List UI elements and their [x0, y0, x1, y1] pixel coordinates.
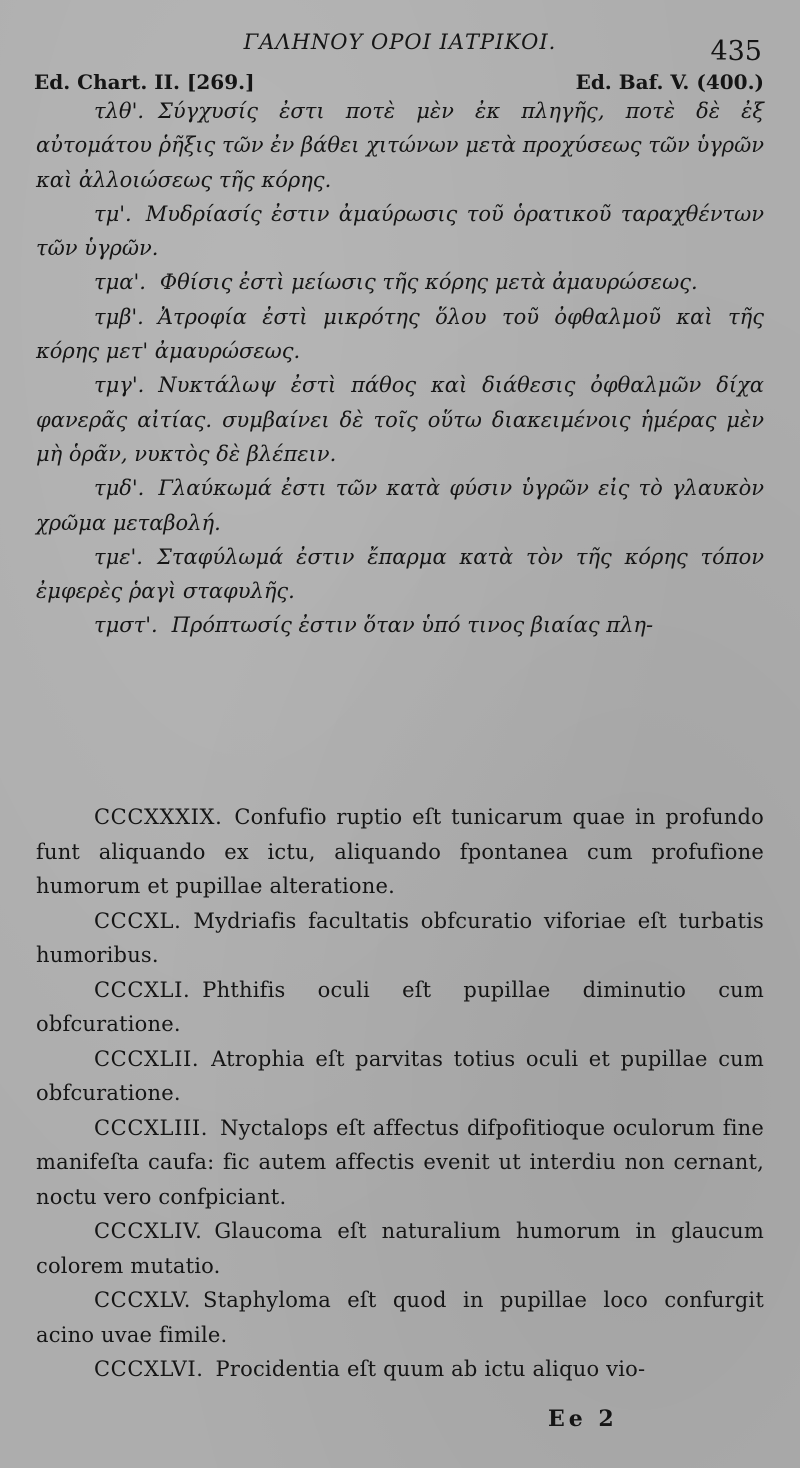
definition-text: Nyctalops eſt affectus difpofitioque oculorum fine manifeſta caufa: fic autem affectis evenit ut interdiu non cernant, noctu vero confpiciant. — [36, 1115, 764, 1209]
definition-number: τμε'. — [94, 544, 143, 569]
signature-mark: Ee 2 — [548, 1406, 618, 1432]
greek-definition — [36, 368, 764, 471]
definition-number: τλθ'. — [94, 99, 145, 123]
definition-number: CCCXLVI. — [94, 1357, 204, 1381]
page-number: 435 — [710, 36, 762, 67]
definition-number: τμστ'. — [94, 613, 158, 638]
latin-definition — [36, 1283, 764, 1352]
definition-text: Confufio ruptio eſt tunicarum quae in profundo funt aliquando ex ictu, aliquando fpontanea cum profufione humorum et pupillae alteratione. — [36, 805, 764, 898]
definition-text: Staphyloma eſt quod in pupillae loco confurgit acino uvae fimile. — [36, 1288, 764, 1347]
greek-text-block — [36, 94, 764, 643]
running-title: ΓΑΛΗΝΟΥ ΟΡΟΙ ΙΑΤΡΙΚΟΙ. — [243, 30, 557, 54]
definition-number: CCCXLIII. — [94, 1115, 209, 1140]
definition-text: Phthifis oculi eſt pupillae diminutio cum obfcuratione. — [36, 977, 764, 1036]
latin-definition — [36, 973, 764, 1042]
definition-number: CCCXLIV. — [94, 1219, 203, 1243]
definition-text: Πρόπτωσίς ἐστιν ὅταν ὑπό τινος βιαίας πλη- — [171, 613, 654, 638]
definition-text: Μυδρίασίς ἐστιν ἀμαύρωσις τοῦ ὁρατικοῦ ταραχθέντων τῶν ὑγρῶν. — [36, 201, 764, 261]
definition-number: τμα'. — [94, 270, 146, 295]
greek-definition — [36, 471, 764, 540]
latin-definition — [36, 1042, 764, 1111]
definition-text: Φθίσις ἐστὶ μείωσις τῆς κόρης μετὰ ἀμαυρώσεως. — [159, 270, 698, 295]
edition-reference-line — [34, 70, 764, 96]
latin-definition — [36, 800, 764, 904]
definition-number: τμδ'. — [94, 476, 145, 501]
definition-number: τμ'. — [94, 201, 132, 226]
definition-text: Procidentia eſt quum ab ictu aliquo vio- — [215, 1357, 646, 1381]
definition-text: Ἀτροφία ἐστὶ μικρότης ὅλου τοῦ ὀφθαλμοῦ καὶ τῆς κόρης μετ' ἀμαυρώσεως. — [36, 304, 764, 364]
definition-number: τμβ'. — [94, 304, 144, 329]
definition-text: Mydriafis facultatis obfcuratio viforiae eſt turbatis humoribus. — [36, 908, 764, 967]
definition-text: Νυκτάλωψ ἐστὶ πάθος καὶ διάθεσις ὀφθαλμῶν δίχα φανερᾶς αἰτίας. συμβαίνει δὲ τοῖς οὕτω διακειμένοις ἡμέρας μὲν μὴ ὁρᾶν, νυκτὸς δὲ βλέπειν. — [36, 373, 764, 466]
latin-definition — [36, 1214, 764, 1283]
definition-text: Σύγχυσίς ἐστι ποτὲ μὲν ἐκ πληγῆς, ποτὲ δὲ ἐξ αὐτομάτου ῥῆξις τῶν ἐν βάθει χιτώνων μετὰ προχύσεως τῶν ὑγρῶν καὶ ἀλλοιώσεως τῆς κόρης. — [36, 99, 764, 192]
edition-chartier-reference: Ed. Chart. II. [269.] — [34, 70, 255, 94]
latin-definition — [36, 1111, 764, 1215]
greek-definition — [36, 94, 764, 197]
definition-number: CCCXLII. — [94, 1046, 200, 1071]
definition-number: CCCXLV. — [94, 1288, 191, 1312]
edition-basel-reference: Ed. Baf. V. (400.) — [575, 70, 764, 94]
greek-definition — [36, 608, 764, 642]
definition-number: CCCXXXIX. — [94, 805, 223, 829]
greek-definition — [36, 197, 764, 266]
greek-definition — [36, 300, 764, 369]
greek-definition — [36, 540, 764, 609]
greek-definition — [36, 265, 764, 299]
latin-definition — [36, 1352, 764, 1387]
latin-text-block — [36, 800, 764, 1387]
definition-number: CCCXLI. — [94, 977, 191, 1002]
definition-text: Atrophia eſt parvitas totius oculi et pupillae cum obfcuratione. — [36, 1046, 764, 1105]
definition-text: Σταφύλωμά ἐστιν ἔπαρμα κατὰ τὸν τῆς κόρης τόπον ἐμφερὲς ῥαγὶ σταφυλῆς. — [36, 544, 764, 604]
definition-number: τμγ'. — [94, 373, 145, 398]
definition-text: Glaucoma eſt naturalium humorum in glaucum colorem mutatio. — [36, 1219, 764, 1278]
definition-text: Γλαύκωμά ἐστι τῶν κατὰ φύσιν ὑγρῶν εἰς τὸ γλαυκὸν χρῶμα μεταβολή. — [36, 476, 764, 535]
definition-number: CCCXL. — [94, 908, 182, 933]
latin-definition — [36, 904, 764, 973]
